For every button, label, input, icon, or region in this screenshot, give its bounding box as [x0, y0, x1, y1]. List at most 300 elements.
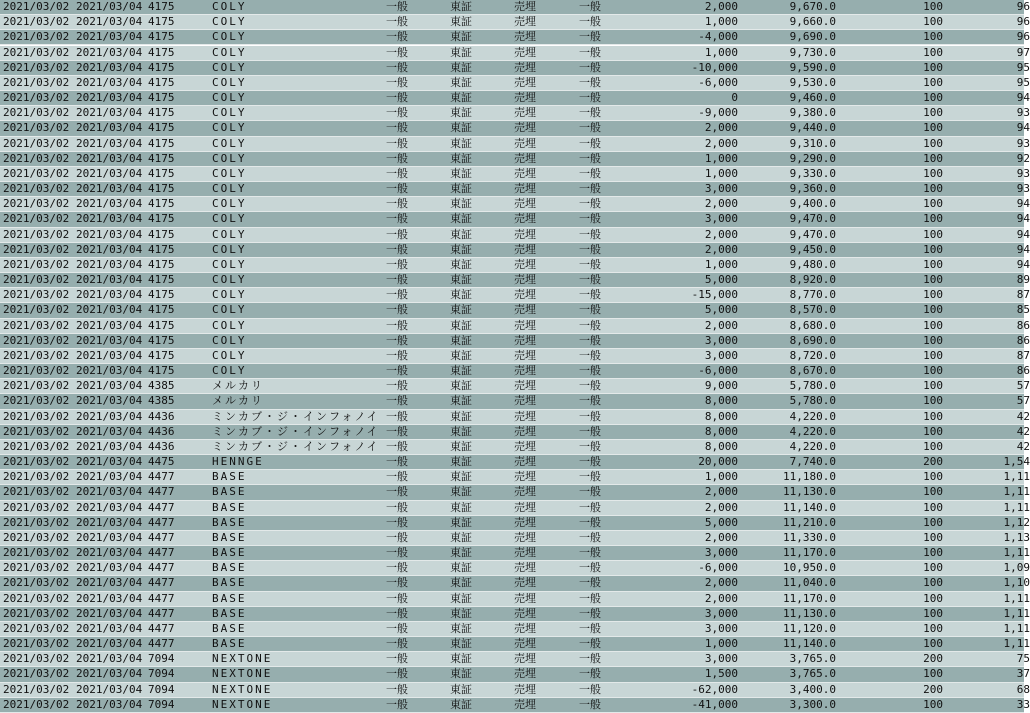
table-row[interactable]	[0, 166, 1030, 182]
settle-date-cell: 2021/03/04	[76, 242, 143, 256]
account-type-cell: 一般	[386, 60, 408, 74]
stock-name-cell: NEXTONE	[212, 697, 273, 711]
settle-date-cell: 2021/03/04	[76, 60, 143, 74]
unit-cell: 100	[923, 637, 943, 651]
table-row[interactable]	[0, 470, 1030, 485]
margin-type-cell: 一般	[579, 500, 601, 514]
margin-type-cell: 一般	[579, 60, 601, 74]
margin-type-cell: 一般	[579, 166, 601, 180]
account-type-cell: 一般	[386, 652, 408, 666]
settle-date-cell: 2021/03/04	[76, 515, 143, 529]
stock-name-cell: COLY	[212, 182, 247, 196]
stock-name-cell: COLY	[212, 257, 247, 271]
trade-side-cell: 売埋	[514, 227, 536, 241]
trade-side-cell: 売埋	[514, 485, 536, 499]
table-row[interactable]	[0, 485, 1030, 500]
trade-date-cell: 2021/03/02	[3, 515, 70, 529]
account-type-cell: 一般	[386, 500, 408, 514]
stock-code-cell: 4175	[148, 15, 175, 29]
account-type-cell: 一般	[386, 106, 408, 120]
stock-code-cell: 4477	[148, 546, 175, 560]
stock-code-cell: 4477	[148, 591, 175, 605]
quantity-cell: 1,000	[704, 166, 738, 180]
table-row[interactable]	[0, 333, 1030, 349]
account-type-cell: 一般	[386, 637, 408, 651]
table-row[interactable]	[0, 227, 1030, 243]
margin-type-cell: 一般	[579, 379, 601, 393]
settle-date-cell: 2021/03/04	[76, 91, 143, 105]
amount-cell: 92	[1016, 151, 1030, 165]
market-cell: 東証	[450, 106, 472, 120]
stock-name-cell: COLY	[212, 151, 247, 165]
trade-side-cell: 売埋	[514, 379, 536, 393]
stock-name-cell: BASE	[212, 576, 247, 590]
trade-date-cell: 2021/03/02	[3, 576, 70, 590]
account-type-cell: 一般	[386, 409, 408, 423]
market-cell: 東証	[450, 515, 472, 529]
market-cell: 東証	[450, 470, 472, 484]
account-type-cell: 一般	[386, 257, 408, 271]
unit-cell: 100	[923, 151, 943, 165]
trade-date-cell: 2021/03/02	[3, 257, 70, 271]
trade-side-cell: 売埋	[514, 15, 536, 29]
stock-name-cell: BASE	[212, 470, 247, 484]
table-row[interactable]	[0, 682, 1030, 698]
trade-date-cell: 2021/03/02	[3, 424, 70, 438]
settle-date-cell: 2021/03/04	[76, 318, 143, 332]
settle-date-cell: 2021/03/04	[76, 394, 143, 408]
table-row[interactable]	[0, 576, 1030, 591]
stock-name-cell: COLY	[212, 75, 247, 89]
account-type-cell: 一般	[386, 197, 408, 211]
trade-side-cell: 売埋	[514, 242, 536, 256]
table-row[interactable]	[0, 15, 1030, 30]
table-row[interactable]	[0, 197, 1030, 212]
stock-name-cell: COLY	[212, 0, 247, 13]
amount-cell: 96	[1016, 0, 1030, 13]
amount-cell: 94	[1016, 227, 1030, 241]
price-cell: 8,670.0	[789, 364, 836, 378]
stock-name-cell: COLY	[212, 166, 247, 180]
unit-cell: 100	[923, 546, 943, 560]
trade-date-cell: 2021/03/02	[3, 652, 70, 666]
table-row[interactable]	[0, 348, 1030, 364]
unit-cell: 100	[923, 106, 943, 120]
price-cell: 11,170.0	[783, 546, 836, 560]
trade-date-cell: 2021/03/02	[3, 379, 70, 393]
table-row[interactable]	[0, 151, 1030, 167]
unit-cell: 100	[923, 15, 943, 29]
amount-cell: 1,54	[1003, 455, 1030, 469]
price-cell: 9,440.0	[789, 121, 836, 135]
amount-cell: 93	[1016, 136, 1030, 150]
account-type-cell: 一般	[386, 75, 408, 89]
price-cell: 8,680.0	[789, 318, 836, 332]
unit-cell: 200	[923, 455, 943, 469]
quantity-cell: 1,000	[704, 151, 738, 165]
table-row[interactable]	[0, 318, 1030, 334]
stock-code-cell: 4475	[148, 455, 175, 469]
stock-code-cell: 4175	[148, 197, 175, 211]
quantity-cell: 1,500	[704, 667, 738, 681]
stock-code-cell: 4175	[148, 303, 175, 317]
table-row[interactable]	[0, 546, 1030, 561]
quantity-cell: 3,000	[704, 348, 738, 362]
account-type-cell: 一般	[386, 333, 408, 347]
table-row[interactable]	[0, 121, 1030, 136]
table-row[interactable]	[0, 45, 1030, 61]
amount-cell: 68	[1016, 682, 1030, 696]
table-row[interactable]	[0, 182, 1030, 197]
stock-code-cell: 4477	[148, 606, 175, 620]
amount-cell: 97	[1016, 45, 1030, 59]
unit-cell: 100	[923, 166, 943, 180]
table-row[interactable]	[0, 379, 1030, 394]
trade-date-cell: 2021/03/02	[3, 15, 70, 29]
table-row[interactable]	[0, 606, 1030, 622]
price-cell: 3,400.0	[789, 682, 836, 696]
table-row[interactable]	[0, 303, 1030, 318]
quantity-cell: 2,000	[704, 530, 738, 544]
trade-side-cell: 売埋	[514, 212, 536, 226]
margin-type-cell: 一般	[579, 75, 601, 89]
table-row[interactable]	[0, 91, 1030, 106]
quantity-cell: 0	[731, 91, 738, 105]
account-type-cell: 一般	[386, 470, 408, 484]
market-cell: 東証	[450, 530, 472, 544]
settle-date-cell: 2021/03/04	[76, 606, 143, 620]
price-cell: 9,730.0	[789, 45, 836, 59]
table-row[interactable]	[0, 75, 1030, 91]
margin-type-cell: 一般	[579, 30, 601, 44]
table-row[interactable]	[0, 591, 1030, 607]
amount-cell: 57	[1016, 379, 1030, 393]
price-cell: 11,170.0	[783, 591, 836, 605]
unit-cell: 100	[923, 0, 943, 13]
stock-code-cell: 4175	[148, 182, 175, 196]
quantity-cell: 1,000	[704, 470, 738, 484]
margin-type-cell: 一般	[579, 682, 601, 696]
amount-cell: 1,09	[1003, 561, 1030, 575]
account-type-cell: 一般	[386, 242, 408, 256]
quantity-cell: 3,000	[704, 621, 738, 635]
trade-side-cell: 売埋	[514, 91, 536, 105]
unit-cell: 100	[923, 227, 943, 241]
unit-cell: 100	[923, 333, 943, 347]
settle-date-cell: 2021/03/04	[76, 0, 143, 13]
market-cell: 東証	[450, 0, 472, 13]
trade-side-cell: 売埋	[514, 561, 536, 575]
trade-date-cell: 2021/03/02	[3, 303, 70, 317]
table-row[interactable]	[0, 667, 1030, 682]
trade-date-cell: 2021/03/02	[3, 409, 70, 423]
trade-side-cell: 売埋	[514, 45, 536, 59]
margin-type-cell: 一般	[579, 667, 601, 681]
account-type-cell: 一般	[386, 91, 408, 105]
price-cell: 11,330.0	[783, 530, 836, 544]
margin-type-cell: 一般	[579, 45, 601, 59]
settle-date-cell: 2021/03/04	[76, 455, 143, 469]
price-cell: 9,470.0	[789, 227, 836, 241]
stock-code-cell: 4175	[148, 166, 175, 180]
unit-cell: 100	[923, 91, 943, 105]
margin-type-cell: 一般	[579, 621, 601, 635]
table-row[interactable]	[0, 530, 1030, 546]
table-row[interactable]	[0, 394, 1030, 409]
price-cell: 11,180.0	[783, 470, 836, 484]
trade-date-cell: 2021/03/02	[3, 30, 70, 44]
settle-date-cell: 2021/03/04	[76, 15, 143, 29]
settle-date-cell: 2021/03/04	[76, 546, 143, 560]
table-row[interactable]	[0, 30, 1030, 45]
quantity-cell: -41,000	[691, 697, 738, 711]
trade-date-cell: 2021/03/02	[3, 91, 70, 105]
price-cell: 5,780.0	[789, 379, 836, 393]
market-cell: 東証	[450, 30, 472, 44]
stock-code-cell: 4175	[148, 227, 175, 241]
price-cell: 4,220.0	[789, 439, 836, 453]
stock-name-cell: COLY	[212, 136, 247, 150]
price-cell: 11,040.0	[783, 576, 836, 590]
table-row[interactable]	[0, 424, 1030, 440]
settle-date-cell: 2021/03/04	[76, 667, 143, 681]
unit-cell: 100	[923, 621, 943, 635]
settle-date-cell: 2021/03/04	[76, 136, 143, 150]
account-type-cell: 一般	[386, 621, 408, 635]
amount-cell: 94	[1016, 121, 1030, 135]
stock-code-cell: 4477	[148, 485, 175, 499]
trade-side-cell: 売埋	[514, 606, 536, 620]
margin-type-cell: 一般	[579, 530, 601, 544]
unit-cell: 100	[923, 364, 943, 378]
quantity-cell: 2,000	[704, 242, 738, 256]
stock-code-cell: 4477	[148, 470, 175, 484]
price-cell: 8,690.0	[789, 333, 836, 347]
margin-type-cell: 一般	[579, 591, 601, 605]
settle-date-cell: 2021/03/04	[76, 288, 143, 302]
table-row[interactable]	[0, 500, 1030, 516]
table-row[interactable]	[0, 273, 1030, 288]
amount-cell: 75	[1016, 652, 1030, 666]
stock-code-cell: 4175	[148, 318, 175, 332]
price-cell: 11,130.0	[783, 606, 836, 620]
market-cell: 東証	[450, 75, 472, 89]
quantity-cell: 8,000	[704, 424, 738, 438]
price-cell: 9,330.0	[789, 166, 836, 180]
amount-cell: 1,13	[1003, 530, 1030, 544]
trade-side-cell: 売埋	[514, 682, 536, 696]
table-row[interactable]	[0, 0, 1030, 15]
table-row[interactable]	[0, 652, 1030, 667]
trade-side-cell: 売埋	[514, 75, 536, 89]
trade-side-cell: 売埋	[514, 470, 536, 484]
trade-side-cell: 売埋	[514, 591, 536, 605]
trade-side-cell: 売埋	[514, 182, 536, 196]
settle-date-cell: 2021/03/04	[76, 197, 143, 211]
market-cell: 東証	[450, 182, 472, 196]
account-type-cell: 一般	[386, 485, 408, 499]
stock-code-cell: 4175	[148, 136, 175, 150]
trade-side-cell: 売埋	[514, 348, 536, 362]
table-row[interactable]	[0, 409, 1030, 425]
quantity-cell: -15,000	[691, 288, 738, 302]
market-cell: 東証	[450, 166, 472, 180]
trade-date-cell: 2021/03/02	[3, 166, 70, 180]
table-row[interactable]	[0, 212, 1030, 227]
stock-name-cell: NEXTONE	[212, 667, 273, 681]
table-row[interactable]	[0, 515, 1030, 531]
stock-name-cell: NEXTONE	[212, 682, 273, 696]
amount-cell: 93	[1016, 106, 1030, 120]
amount-cell: 1,11	[1003, 606, 1030, 620]
table-row[interactable]	[0, 288, 1030, 303]
settle-date-cell: 2021/03/04	[76, 409, 143, 423]
account-type-cell: 一般	[386, 546, 408, 560]
stock-code-cell: 4175	[148, 151, 175, 165]
account-type-cell: 一般	[386, 212, 408, 226]
quantity-cell: 2,000	[704, 121, 738, 135]
unit-cell: 100	[923, 515, 943, 529]
table-row[interactable]	[0, 242, 1030, 258]
price-cell: 9,660.0	[789, 15, 836, 29]
price-cell: 9,460.0	[789, 91, 836, 105]
market-cell: 東証	[450, 348, 472, 362]
unit-cell: 200	[923, 652, 943, 666]
market-cell: 東証	[450, 485, 472, 499]
trade-side-cell: 売埋	[514, 455, 536, 469]
trade-date-cell: 2021/03/02	[3, 45, 70, 59]
margin-type-cell: 一般	[579, 257, 601, 271]
price-cell: 3,765.0	[789, 652, 836, 666]
settle-date-cell: 2021/03/04	[76, 697, 143, 711]
stock-name-cell: COLY	[212, 45, 247, 59]
stock-code-cell: 4175	[148, 364, 175, 378]
unit-cell: 100	[923, 30, 943, 44]
margin-type-cell: 一般	[579, 515, 601, 529]
price-cell: 9,530.0	[789, 75, 836, 89]
stock-name-cell: COLY	[212, 15, 247, 29]
unit-cell: 100	[923, 561, 943, 575]
table-row[interactable]	[0, 455, 1030, 470]
stock-name-cell: COLY	[212, 318, 247, 332]
market-cell: 東証	[450, 227, 472, 241]
unit-cell: 100	[923, 530, 943, 544]
market-cell: 東証	[450, 15, 472, 29]
settle-date-cell: 2021/03/04	[76, 333, 143, 347]
trade-date-cell: 2021/03/02	[3, 606, 70, 620]
unit-cell: 100	[923, 424, 943, 438]
table-row[interactable]	[0, 697, 1030, 713]
quantity-cell: 1,000	[704, 15, 738, 29]
account-type-cell: 一般	[386, 348, 408, 362]
margin-type-cell: 一般	[579, 485, 601, 499]
unit-cell: 100	[923, 576, 943, 590]
account-type-cell: 一般	[386, 439, 408, 453]
stock-code-cell: 4477	[148, 515, 175, 529]
margin-type-cell: 一般	[579, 151, 601, 165]
table-row[interactable]	[0, 106, 1030, 121]
amount-cell: 1,11	[1003, 546, 1030, 560]
amount-cell: 87	[1016, 288, 1030, 302]
margin-type-cell: 一般	[579, 0, 601, 13]
market-cell: 東証	[450, 500, 472, 514]
amount-cell: 1,11	[1003, 470, 1030, 484]
market-cell: 東証	[450, 424, 472, 438]
settle-date-cell: 2021/03/04	[76, 682, 143, 696]
settle-date-cell: 2021/03/04	[76, 561, 143, 575]
table-row[interactable]	[0, 561, 1030, 576]
trade-date-cell: 2021/03/02	[3, 197, 70, 211]
settle-date-cell: 2021/03/04	[76, 591, 143, 605]
margin-type-cell: 一般	[579, 561, 601, 575]
margin-type-cell: 一般	[579, 212, 601, 226]
account-type-cell: 一般	[386, 166, 408, 180]
stock-code-cell: 4175	[148, 106, 175, 120]
margin-type-cell: 一般	[579, 197, 601, 211]
unit-cell: 100	[923, 75, 943, 89]
unit-cell: 100	[923, 273, 943, 287]
trade-date-cell: 2021/03/02	[3, 485, 70, 499]
unit-cell: 100	[923, 318, 943, 332]
stock-code-cell: 4477	[148, 530, 175, 544]
unit-cell: 100	[923, 394, 943, 408]
margin-type-cell: 一般	[579, 182, 601, 196]
table-row[interactable]	[0, 60, 1030, 76]
trade-date-cell: 2021/03/02	[3, 0, 70, 13]
unit-cell: 100	[923, 439, 943, 453]
account-type-cell: 一般	[386, 394, 408, 408]
stock-code-cell: 4436	[148, 424, 175, 438]
margin-type-cell: 一般	[579, 227, 601, 241]
market-cell: 東証	[450, 273, 472, 287]
quantity-cell: 9,000	[704, 379, 738, 393]
settle-date-cell: 2021/03/04	[76, 485, 143, 499]
price-cell: 8,570.0	[789, 303, 836, 317]
market-cell: 東証	[450, 637, 472, 651]
stock-name-cell: BASE	[212, 485, 247, 499]
stock-code-cell: 4477	[148, 500, 175, 514]
account-type-cell: 一般	[386, 424, 408, 438]
market-cell: 東証	[450, 151, 472, 165]
margin-type-cell: 一般	[579, 242, 601, 256]
market-cell: 東証	[450, 561, 472, 575]
stock-name-cell: BASE	[212, 530, 247, 544]
table-row[interactable]	[0, 136, 1030, 152]
amount-cell: 1,11	[1003, 500, 1030, 514]
quantity-cell: 5,000	[704, 273, 738, 287]
market-cell: 東証	[450, 697, 472, 711]
unit-cell: 100	[923, 348, 943, 362]
table-row[interactable]	[0, 364, 1030, 379]
table-row[interactable]	[0, 257, 1030, 273]
amount-cell: 1,11	[1003, 485, 1030, 499]
table-row[interactable]	[0, 439, 1030, 455]
stock-name-cell: ミンカブ・ジ・インフォノイ	[212, 409, 380, 423]
trade-date-cell: 2021/03/02	[3, 364, 70, 378]
settle-date-cell: 2021/03/04	[76, 45, 143, 59]
table-row[interactable]	[0, 637, 1030, 652]
trade-side-cell: 売埋	[514, 273, 536, 287]
unit-cell: 100	[923, 500, 943, 514]
trade-date-cell: 2021/03/02	[3, 333, 70, 347]
trade-side-cell: 売埋	[514, 0, 536, 13]
quantity-cell: 1,000	[704, 45, 738, 59]
account-type-cell: 一般	[386, 379, 408, 393]
price-cell: 11,140.0	[783, 637, 836, 651]
market-cell: 東証	[450, 379, 472, 393]
account-type-cell: 一般	[386, 606, 408, 620]
table-row[interactable]	[0, 621, 1030, 637]
